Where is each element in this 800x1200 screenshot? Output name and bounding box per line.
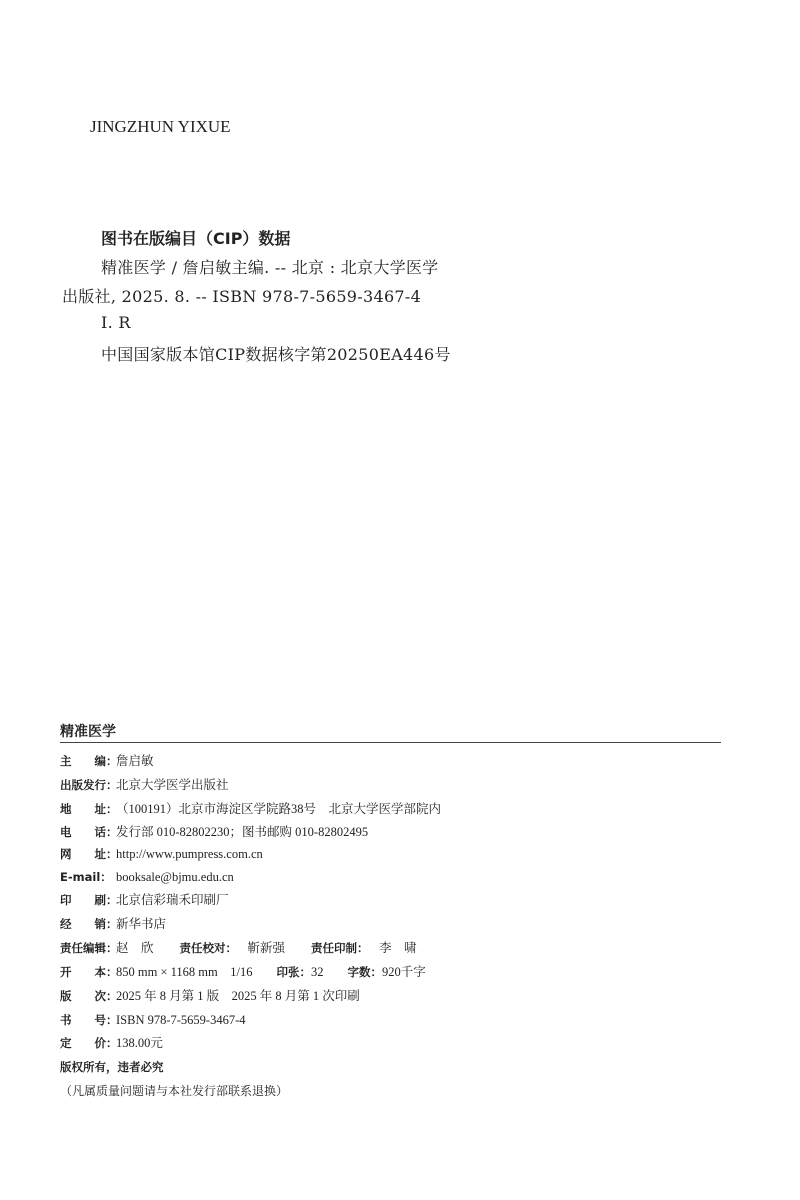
website-link[interactable]: http://www.pumpress.com.cn [116,847,263,861]
address-label: 地 址： [60,802,118,816]
rights-notice: 版权所有，违者必究 [60,1060,164,1074]
email-link[interactable]: booksale@bjmu.edu.cn [116,870,234,884]
colophon-rights-row [60,1059,164,1075]
editor-value: 詹启敏 [116,754,154,768]
colophon-edition-row [60,988,360,1004]
proofreader-label: 责任校对： [179,941,238,955]
cip-line-3: Ⅰ. R [101,313,131,332]
proofreader-value: 靳新强 [247,941,286,955]
distributor-value: 新华书店 [116,917,167,931]
price-value: 138.00元 [116,1036,163,1050]
format-value: 850 mm × 1168 mm 1/16 [116,965,253,979]
pinyin-title: JINGZHUN YIXUE [90,117,231,136]
edition-label: 版 次： [60,989,118,1003]
colophon-website-row [60,846,263,862]
colophon-divider [60,742,721,743]
colophon-email-row [60,869,234,885]
address-value: （100191）北京市海淀区学院路38号 北京大学医学部院内 [116,802,442,816]
website-label: 网 址： [60,847,118,861]
printer-label: 印 刷： [60,893,118,907]
colophon-staff-row [60,940,417,956]
cip-line-1: 精准医学 / 詹启敏主编. -- 北京 : 北京大学医学 [101,258,439,277]
cip-line-2: 出版社, 2025. 8. -- ISBN 978-7-5659-3467-4 [62,287,422,306]
chief-editor-label: 责任编辑： [60,941,118,955]
print-supervisor-label: 责任印制： [311,941,369,955]
printer-value: 北京信彩瑞禾印刷厂 [116,893,229,907]
isbn-label: 书 号： [60,1013,118,1027]
price-label: 定 价： [60,1036,118,1050]
publisher-label: 出版发行： [60,778,118,792]
colophon-return-row [60,1083,288,1099]
chief-editor-value: 赵 欣 [116,941,154,955]
colophon-address-row [60,801,441,817]
words-label: 字数： [347,965,382,979]
print-supervisor-value: 李 啸 [379,941,417,955]
colophon-editor-row [60,753,154,769]
colophon-publisher-row [60,777,229,793]
format-label: 开 本： [60,965,118,979]
sheets-label: 印张： [276,965,311,979]
colophon-printer-row [60,892,229,908]
phone-label: 电 话： [60,825,118,839]
sheets-value: 32 [310,965,324,979]
isbn-value: ISBN 978-7-5659-3467-4 [116,1013,246,1027]
editor-label: 主 编： [60,754,118,768]
publisher-value: 北京大学医学出版社 [116,778,229,792]
cip-line-4: 中国国家版本馆CIP数据核字第20250EA446号 [101,345,451,364]
edition-value: 2025 年 8 月第 1 版 2025 年 8 月第 1 次印刷 [116,989,360,1003]
colophon-distributor-row [60,916,166,932]
colophon-phone-row [60,824,368,840]
colophon-book-title: 精准医学 [60,724,116,740]
return-notice: （凡属质量问题请与本社发行部联系退换） [60,1084,289,1098]
colophon-price-row [60,1035,163,1051]
phone-value: 发行部 010-82802230；图书邮购 010-82802495 [116,825,369,839]
email-label: E-mail： [60,870,112,884]
colophon-format-row [60,964,426,980]
words-value: 920千字 [381,965,426,979]
colophon-isbn-row [60,1012,246,1028]
distributor-label: 经 销： [60,917,118,931]
cip-heading: 图书在版编目（CIP）数据 [101,229,291,248]
